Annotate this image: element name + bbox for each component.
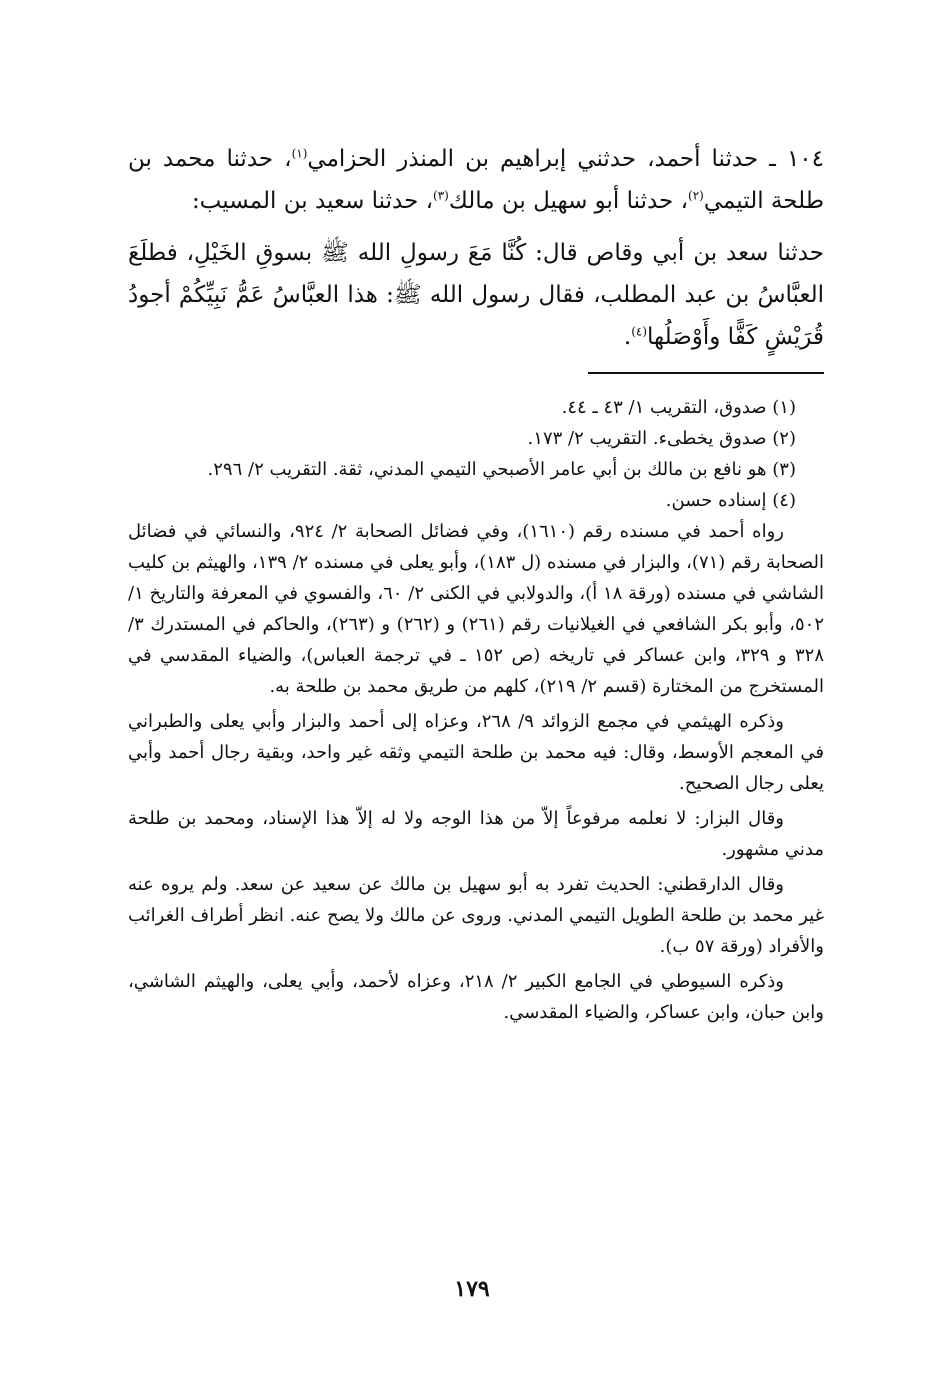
isnad-part-1: ١٠٤ ـ حدثنا أحمد، حدثني إبراهيم بن المنذر الحزامي <box>307 146 824 172</box>
commentary-paragraph: وقال الدارقطني: الحديث تفرد به أبو سهيل بن مالك عن سعيد عن سعد. ولم يروه عنه غير محمد بن طلحة الطويل التيمي المدني. وروى عن مالك ولا يصح عنه. انظر أطراف الغرائب والأفراد (ورقة ٥٧ ب). <box>128 874 824 957</box>
isnad-part-2: ، حدثنا محمد بن طلحة التيمي <box>128 146 824 214</box>
hadith-isnad <box>128 138 824 222</box>
footnote-separator <box>588 372 824 374</box>
footnote-ref-1: (١) <box>291 146 308 161</box>
isnad-part-3: ، حدثنا أبو سهيل بن مالك <box>448 188 689 214</box>
footnote-3: (٣) هو نافع بن مالك بن أبي عامر الأصبحي التيمي المدني، ثقة. التقريب ٢/ ٢٩٦. <box>207 459 796 480</box>
footnote-ref-2: (٢) <box>688 188 704 203</box>
page-content <box>128 138 824 1032</box>
footnote-1: (١) صدوق، التقريب ١/ ٤٣ ـ ٤٤. <box>561 397 796 418</box>
footnotes <box>128 392 824 1028</box>
commentary-paragraph: وذكره السيوطي في الجامع الكبير ٢/ ٢١٨، وعزاه لأحمد، وأبي يعلى، والهيثم الشاشي، وابن حبان، وابن عساكر، والضياء المقدسي. <box>128 971 824 1023</box>
hadith-matn <box>128 232 824 358</box>
matn-end: . <box>623 324 632 350</box>
page-number: ١٧٩ <box>454 1276 490 1302</box>
commentary-paragraph: وقال البزار: لا نعلمه مرفوعاً إلاّ من هذا الوجه ولا له إلاّ هذا الإسناد، ومحمد بن طلحة مدني مشهور. <box>128 808 824 860</box>
footnote-4: (٤) إسناده حسن. <box>665 490 796 511</box>
isnad-part-4: ، حدثنا سعيد بن المسيب: <box>191 188 434 214</box>
footnote-2: (٢) صدوق يخطىء. التقريب ٢/ ١٧٣. <box>527 428 796 449</box>
footnote-ref-4: (٤) <box>631 324 648 339</box>
footnote-ref-3: (٣) <box>433 188 449 203</box>
main-text <box>128 138 824 358</box>
commentary-paragraph: وذكره الهيثمي في مجمع الزوائد ٩/ ٢٦٨، وعزاه إلى أحمد والبزار وأبي يعلى والطبراني في المعجم الأوسط، وقال: فيه محمد بن طلحة التيمي وثقه غير واحد، وبقية رجال أحمد وأبي يعلى رجال الصحيح. <box>128 711 824 794</box>
matn-text: حدثنا سعد بن أبي وقاص قال: كُنَّا مَعَ رسولِ الله ﷺ بسوقِ الخَيْلِ، فطلَعَ العبَّاسُ بن عبد المطلب، فقال رسول الله ﷺ: هذا العبَّاسُ عَمُّ نَبِيِّكُمْ أجودُ قُرَيْشٍ كَفًّا وأَوْصَلُها <box>128 240 824 350</box>
commentary-paragraph: رواه أحمد في مسنده رقم (١٦١٠)، وفي فضائل الصحابة ٢/ ٩٢٤، والنسائي في فضائل الصحابة رقم (٧١)، والبزار في مسنده (ل ١٨٣)، وأبو يعلى في مسنده ٢/ ١٣٩، والهيثم بن كليب الشاشي في مسنده (ورقة ١٨ أ)، والدولابي في الكنى ٢/ ٦٠، والفسوي في المعرفة والتاريخ ١/ ٥٠٢، وأبو بكر الشافعي في الغيلانيات رقم (٢٦١) و (٢٦٢) و (٢٦٣)، والحاكم في المستدرك ٣/ ٣٢٨ و ٣٢٩، وابن عساكر في تاريخه (ص ١٥٢ ـ في ترجمة العباس)، والضياء المقدسي في المستخرج من المختارة (قسم ٢/ ٢١٩)، كلهم من طريق محمد بن طلحة به. <box>128 521 825 697</box>
